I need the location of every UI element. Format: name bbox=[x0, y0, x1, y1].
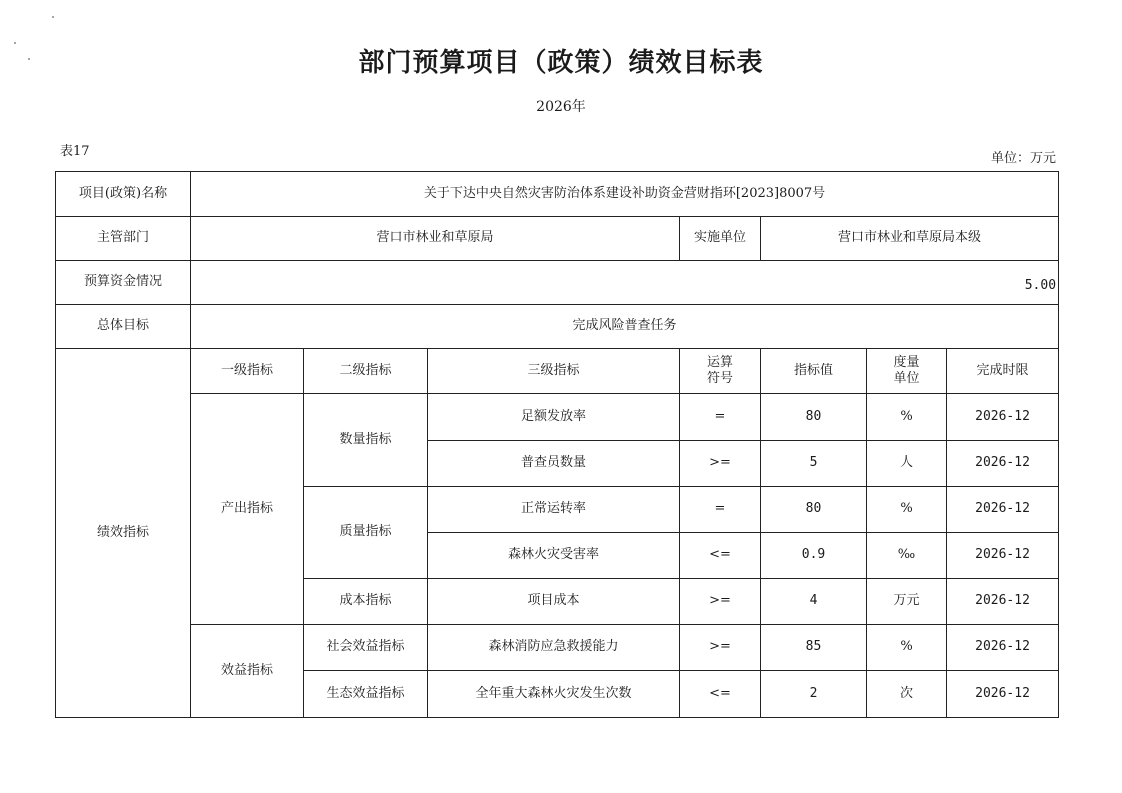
indicator-deadline: 2026-12 bbox=[947, 671, 1059, 718]
indicator-name: 足额发放率 bbox=[428, 394, 680, 441]
indicator-section-label: 绩效指标 bbox=[56, 349, 191, 718]
budget-row bbox=[56, 261, 1059, 305]
goal-row bbox=[56, 305, 1059, 349]
indicator-unit: % bbox=[867, 394, 947, 441]
indicator-deadline: 2026-12 bbox=[947, 533, 1059, 579]
performance-target-table bbox=[55, 171, 1059, 718]
indicator-deadline: 2026-12 bbox=[947, 579, 1059, 625]
level2-quantity: 数量指标 bbox=[304, 394, 428, 487]
currency-unit: 单位：万元 bbox=[990, 151, 1056, 166]
report-year: 2026年 bbox=[536, 99, 586, 115]
indicator-operator: >= bbox=[680, 579, 761, 625]
level1-benefit: 效益指标 bbox=[191, 625, 304, 718]
header-deadline: 完成时限 bbox=[947, 349, 1059, 394]
indicator-deadline: 2026-12 bbox=[947, 394, 1059, 441]
project-label: 项目(政策)名称 bbox=[56, 172, 191, 217]
indicator-deadline: 2026-12 bbox=[947, 487, 1059, 533]
indicator-name: 项目成本 bbox=[428, 579, 680, 625]
indicator-value: 85 bbox=[761, 625, 867, 671]
indicator-operator: <= bbox=[680, 671, 761, 718]
indicator-operator: >= bbox=[680, 625, 761, 671]
level2-eco: 生态效益指标 bbox=[304, 671, 428, 718]
indicator-value: 4 bbox=[761, 579, 867, 625]
indicator-operator: = bbox=[680, 487, 761, 533]
indicator-deadline: 2026-12 bbox=[947, 441, 1059, 487]
goal-label: 总体目标 bbox=[56, 305, 191, 349]
level2-cost: 成本指标 bbox=[304, 579, 428, 625]
indicator-name: 森林火灾受害率 bbox=[428, 533, 680, 579]
indicator-operator: >= bbox=[680, 441, 761, 487]
department-row bbox=[56, 217, 1059, 261]
implementer-label: 实施单位 bbox=[680, 217, 761, 261]
level1-output: 产出指标 bbox=[191, 394, 304, 625]
indicator-name: 森林消防应急救援能力 bbox=[428, 625, 680, 671]
indicator-unit: 次 bbox=[867, 671, 947, 718]
indicator-operator: <= bbox=[680, 533, 761, 579]
project-row bbox=[56, 172, 1059, 217]
indicator-value: 5 bbox=[761, 441, 867, 487]
indicator-name: 普查员数量 bbox=[428, 441, 680, 487]
indicator-value: 80 bbox=[761, 394, 867, 441]
indicator-value: 0.9 bbox=[761, 533, 867, 579]
indicator-unit: % bbox=[867, 625, 947, 671]
department-value: 营口市林业和草原局 bbox=[191, 217, 680, 261]
header-level3: 三级指标 bbox=[428, 349, 680, 394]
department-label: 主管部门 bbox=[56, 217, 191, 261]
project-value: 关于下达中央自然灾害防治体系建设补助资金营财指环[2023]8007号 bbox=[191, 172, 1059, 217]
header-level2: 二级指标 bbox=[304, 349, 428, 394]
page-title: 部门预算项目（政策）绩效目标表 bbox=[358, 48, 764, 78]
budget-label: 预算资金情况 bbox=[56, 261, 191, 305]
indicator-header-row bbox=[56, 349, 1059, 394]
table-row bbox=[56, 394, 1059, 441]
indicator-name: 正常运转率 bbox=[428, 487, 680, 533]
scan-speck bbox=[52, 16, 54, 18]
indicator-name: 全年重大森林火灾发生次数 bbox=[428, 671, 680, 718]
indicator-unit: ‰ bbox=[867, 533, 947, 579]
table-row bbox=[56, 625, 1059, 671]
indicator-unit: 万元 bbox=[867, 579, 947, 625]
table-number: 表17 bbox=[60, 144, 90, 159]
indicator-unit: % bbox=[867, 487, 947, 533]
goal-value: 完成风险普查任务 bbox=[191, 305, 1059, 349]
header-level1: 一级指标 bbox=[191, 349, 304, 394]
budget-value: 5.00 bbox=[191, 261, 1059, 305]
indicator-value: 2 bbox=[761, 671, 867, 718]
header-operator: 运算 符号 bbox=[680, 349, 761, 394]
indicator-deadline: 2026-12 bbox=[947, 625, 1059, 671]
level2-quality: 质量指标 bbox=[304, 487, 428, 579]
implementer-value: 营口市林业和草原局本级 bbox=[761, 217, 1059, 261]
level2-social: 社会效益指标 bbox=[304, 625, 428, 671]
indicator-operator: = bbox=[680, 394, 761, 441]
indicator-value: 80 bbox=[761, 487, 867, 533]
indicator-unit: 人 bbox=[867, 441, 947, 487]
header-unit: 度量 单位 bbox=[867, 349, 947, 394]
header-value: 指标值 bbox=[761, 349, 867, 394]
